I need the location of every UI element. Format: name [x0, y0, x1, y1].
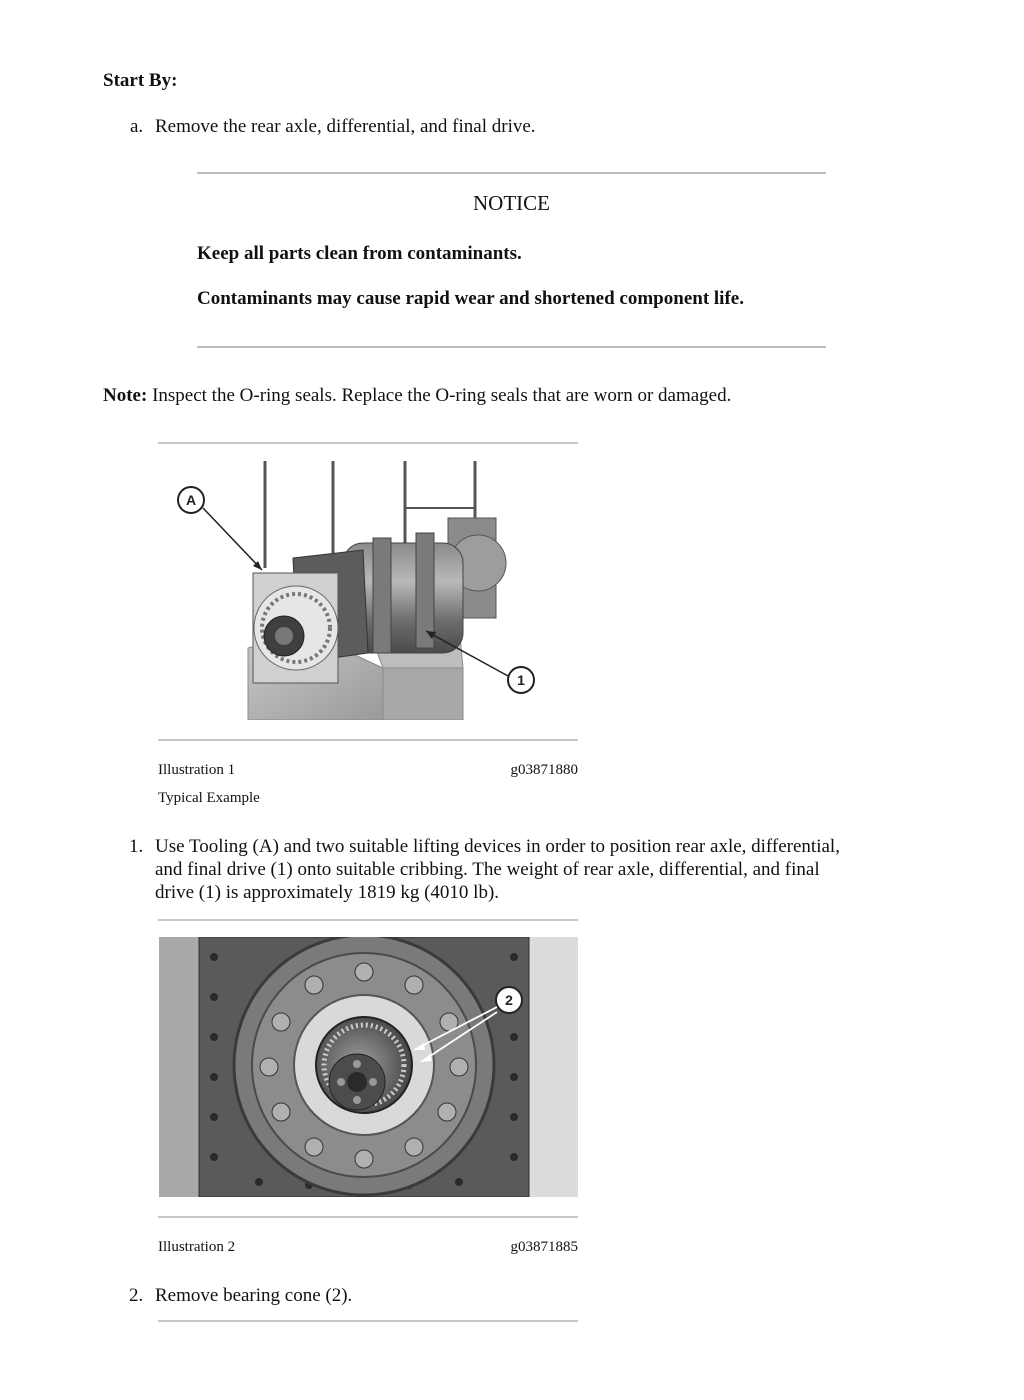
start-by-item-marker: a.: [130, 116, 144, 137]
illustration1-subcaption: Typical Example: [158, 790, 260, 806]
illustration1-image: [158, 458, 578, 720]
illustration1-top-rule: [158, 442, 578, 444]
illustration2-label: Illustration 2: [158, 1239, 236, 1255]
notice-top-rule: [197, 172, 826, 174]
illustration1-label: Illustration 1: [158, 762, 236, 778]
note-paragraph: [103, 384, 731, 408]
notice-line-2: Contaminants may cause rapid wear and shortened component life.: [197, 288, 744, 309]
illustration2-code: g03871885: [510, 1239, 578, 1255]
step2-text: Remove bearing cone (2).: [155, 1285, 353, 1306]
step1-line-3: drive (1) is approximately 1819 kg (4010 lb).: [155, 882, 500, 903]
start-by-heading: Start By:: [103, 70, 178, 91]
callout-a: A: [185, 492, 197, 508]
step1-marker: 1.: [129, 836, 144, 857]
illustration1-code: g03871880: [510, 762, 578, 778]
start-by-item-text: Remove the rear axle, differential, and final drive.: [155, 116, 536, 137]
illustration1-bottom-rule: [158, 739, 578, 741]
notice-title: NOTICE: [473, 191, 550, 215]
illustration2-top-rule: [158, 919, 578, 921]
callout-1: 1: [517, 672, 525, 688]
step1-line-2: and final drive (1) onto suitable cribbing. The weight of rear axle, differential, and final: [155, 859, 820, 880]
note-label: Note:: [103, 385, 148, 406]
callout-2: 2: [505, 992, 513, 1008]
step1-line-1: Use Tooling (A) and two suitable lifting devices in order to position rear axle, differential,: [155, 836, 840, 857]
note-text: Inspect the O-ring seals. Replace the O-ring seals that are worn or damaged.: [152, 385, 732, 406]
illustration2-image: [159, 937, 578, 1197]
notice-bottom-rule: [197, 346, 826, 348]
notice-line-1: Keep all parts clean from contaminants.: [197, 243, 522, 264]
illustration2-bottom-rule: [158, 1216, 578, 1218]
step2-marker: 2.: [129, 1285, 144, 1306]
step2-bottom-rule: [158, 1320, 578, 1322]
